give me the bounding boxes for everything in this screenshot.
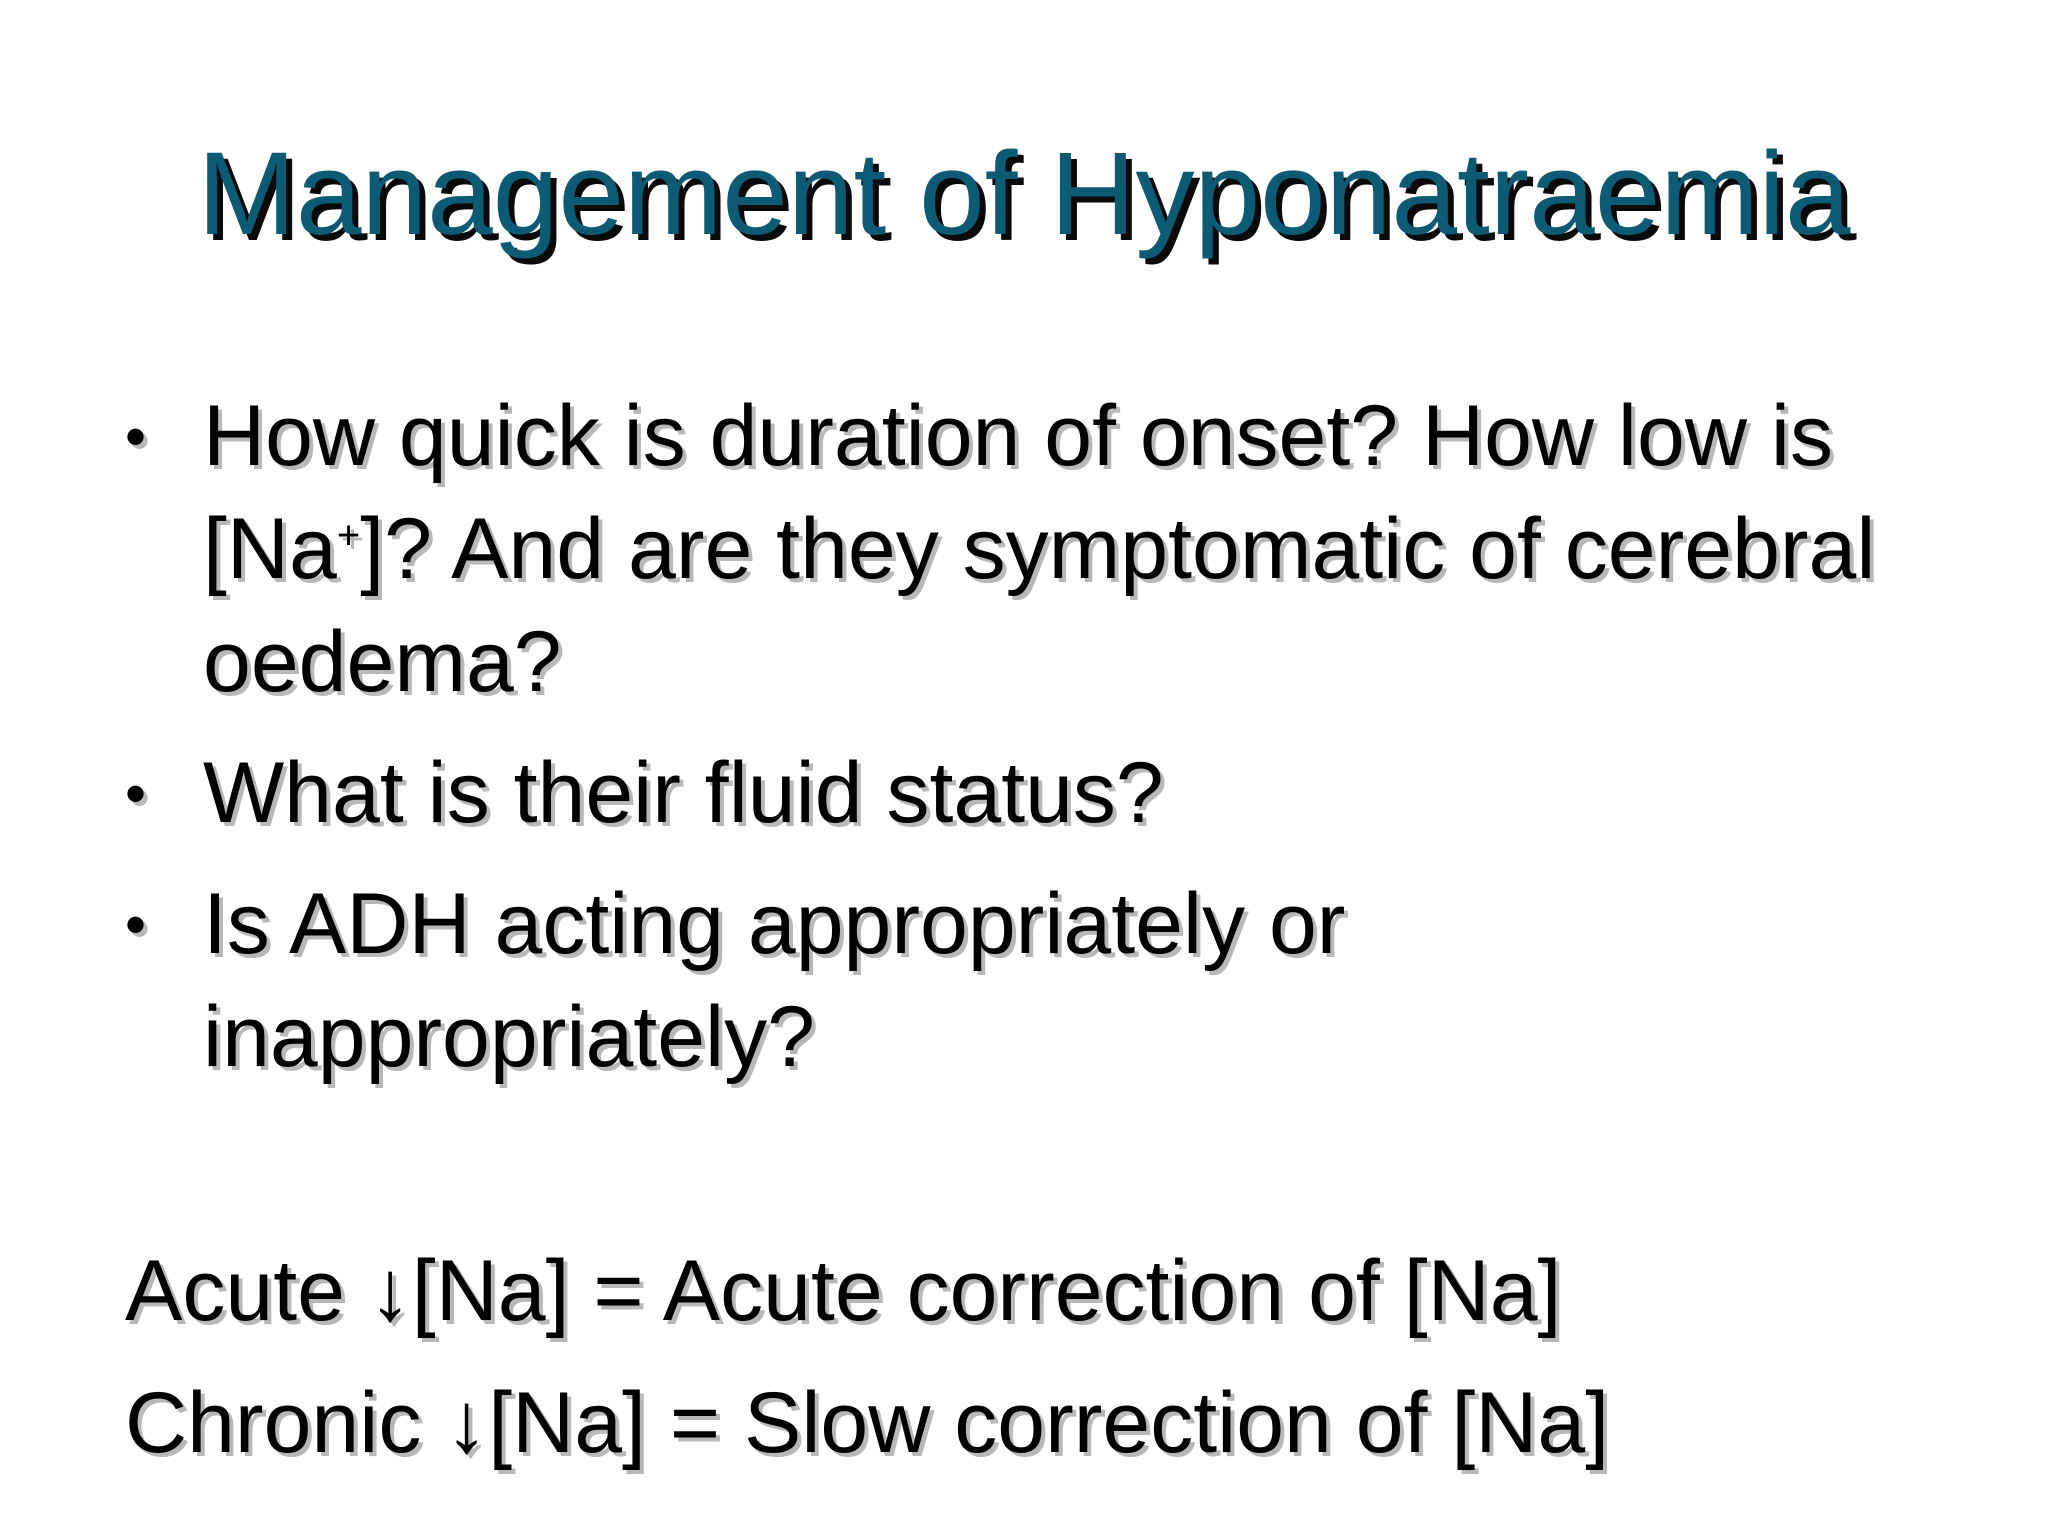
superscript-plus: +: [336, 513, 361, 558]
chronic-rule-text: Chronic ↓[Na] = Slow correction of [Na]: [125, 1375, 1610, 1471]
bullet-item-onset: [125, 380, 1925, 719]
bullet-item-fluid-status: [125, 737, 1925, 850]
bullet-text-part: How quick is duration of onset? How low is [Na: [203, 388, 1833, 597]
bullet-text: What is their fluid status?: [203, 745, 1164, 841]
bullet-text-part: ]? And are they symptomatic of cerebral oedema?: [203, 501, 1876, 710]
bullet-icon: •: [125, 403, 147, 470]
bullet-item-adh: [125, 868, 1925, 1094]
slide-title: Management of Hyponatraemia: [197, 128, 1851, 260]
bullet-icon: •: [125, 760, 147, 827]
bullet-list: [125, 380, 1925, 1112]
bullet-text: Is ADH acting appropriately or inappropriately?: [203, 876, 1346, 1085]
bullet-icon: •: [125, 891, 147, 958]
acute-rule-text: Acute ↓[Na] = Acute correction of [Na]: [125, 1243, 1562, 1339]
